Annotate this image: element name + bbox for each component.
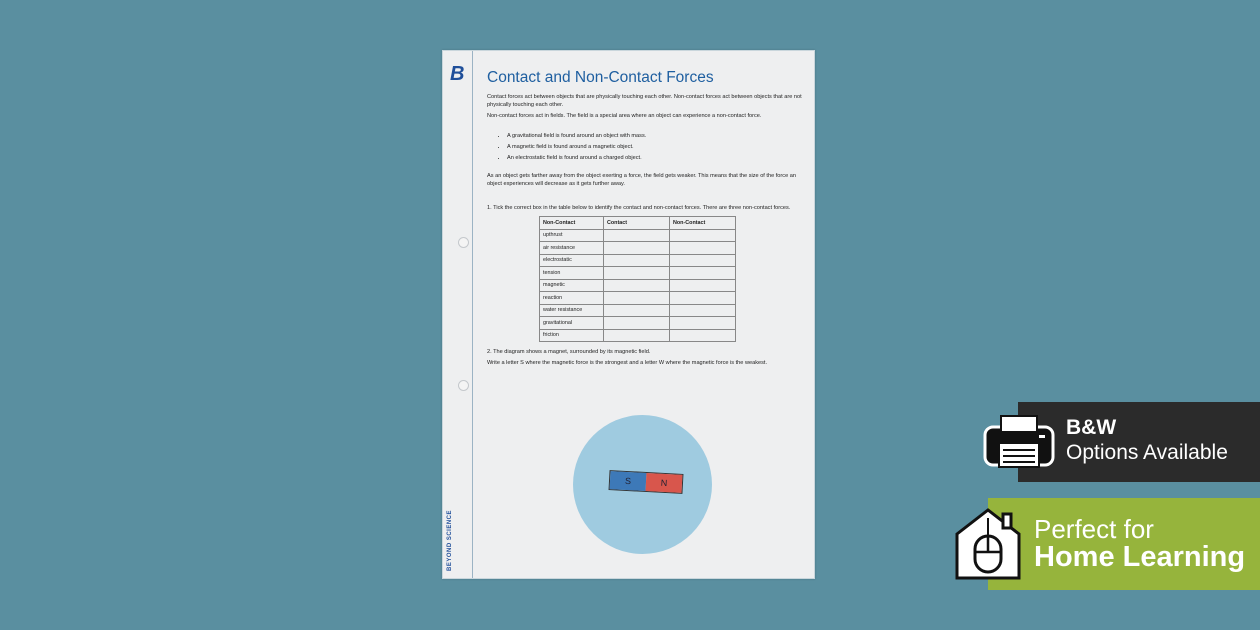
non-contact-tick-box: [670, 329, 736, 342]
force-name: water resistance: [540, 304, 604, 317]
table-row: [540, 267, 736, 280]
worksheet-title: Contact and Non-Contact Forces: [487, 69, 714, 86]
bar-magnet: [609, 470, 684, 494]
contact-tick-box: [604, 254, 670, 267]
home-line2: Home Learning: [1034, 541, 1246, 573]
contact-tick-box: [604, 229, 670, 242]
punch-hole: [458, 380, 469, 391]
question-1: 1. Tick the correct box in the table below to identify the contact and non-contact forces. There are three non-contact forces.: [487, 205, 791, 211]
non-contact-tick-box: [670, 317, 736, 330]
non-contact-tick-box: [670, 279, 736, 292]
worksheet-preview: [442, 50, 815, 579]
table-row: [540, 329, 736, 342]
force-name: reaction: [540, 292, 604, 305]
table-row: [540, 229, 736, 242]
non-contact-tick-box: [670, 229, 736, 242]
paragraph: As an object gets farther away from the object exerting a force, the field gets weaker. This means that the size of the force an object experiences will decrease as it gets further away.: [487, 173, 796, 187]
home-line1: Perfect for: [1034, 514, 1154, 544]
force-name: air resistance: [540, 242, 604, 255]
force-name: upthrust: [540, 229, 604, 242]
paragraph: Non-contact forces act in fields. The field is a special area where an object can experience a non-contact force.: [487, 113, 762, 119]
table-row: [540, 242, 736, 255]
table-row: [540, 317, 736, 330]
non-contact-tick-box: [670, 292, 736, 305]
force-name: friction: [540, 329, 604, 342]
table-header: Contact: [604, 217, 670, 230]
non-contact-tick-box: [670, 267, 736, 280]
field-list: [507, 132, 802, 162]
bw-subtitle: Options Available: [1066, 441, 1228, 464]
table-row: [540, 292, 736, 305]
force-name: magnetic: [540, 279, 604, 292]
contact-tick-box: [604, 317, 670, 330]
table-row: [540, 254, 736, 267]
non-contact-tick-box: [670, 254, 736, 267]
list-item: • A magnetic field is found around a magnetic object.: [507, 143, 802, 151]
paragraph: Contact forces act between objects that are physically touching each other. Non-contact forces act between objects that are not physically touching each other.: [487, 94, 802, 108]
table-header: Non-Contact: [670, 217, 736, 230]
force-name: electrostatic: [540, 254, 604, 267]
contact-tick-box: [604, 329, 670, 342]
contact-tick-box: [604, 304, 670, 317]
table-header: Non-Contact: [540, 217, 604, 230]
south-pole: S: [610, 471, 647, 491]
house-mouse-icon: [953, 506, 1023, 582]
non-contact-tick-box: [670, 304, 736, 317]
question-2: 2. The diagram shows a magnet, surrounded by its magnetic field.: [487, 349, 651, 355]
list-item: • A gravitational field is found around an object with mass.: [507, 132, 802, 140]
forces-table: [539, 216, 736, 342]
question-2-instruction: Write a letter S where the magnetic force is the strongest and a letter W where the magnetic force is the weakest.: [487, 360, 768, 366]
table-row: [540, 304, 736, 317]
beyond-logo: B: [450, 63, 465, 85]
north-pole: N: [646, 473, 683, 493]
contact-tick-box: [604, 292, 670, 305]
margin-line: [472, 51, 473, 578]
contact-tick-box: [604, 242, 670, 255]
non-contact-tick-box: [670, 242, 736, 255]
force-name: gravitational: [540, 317, 604, 330]
bw-title: B&W: [1066, 416, 1117, 439]
contact-tick-box: [604, 267, 670, 280]
printer-icon: [983, 413, 1055, 471]
force-name: tension: [540, 267, 604, 280]
table-row: [540, 279, 736, 292]
contact-tick-box: [604, 279, 670, 292]
brand-label: BEYOND SCIENCE: [447, 509, 453, 571]
punch-hole: [458, 237, 469, 248]
list-item: • An electrostatic field is found around a charged object.: [507, 154, 802, 162]
